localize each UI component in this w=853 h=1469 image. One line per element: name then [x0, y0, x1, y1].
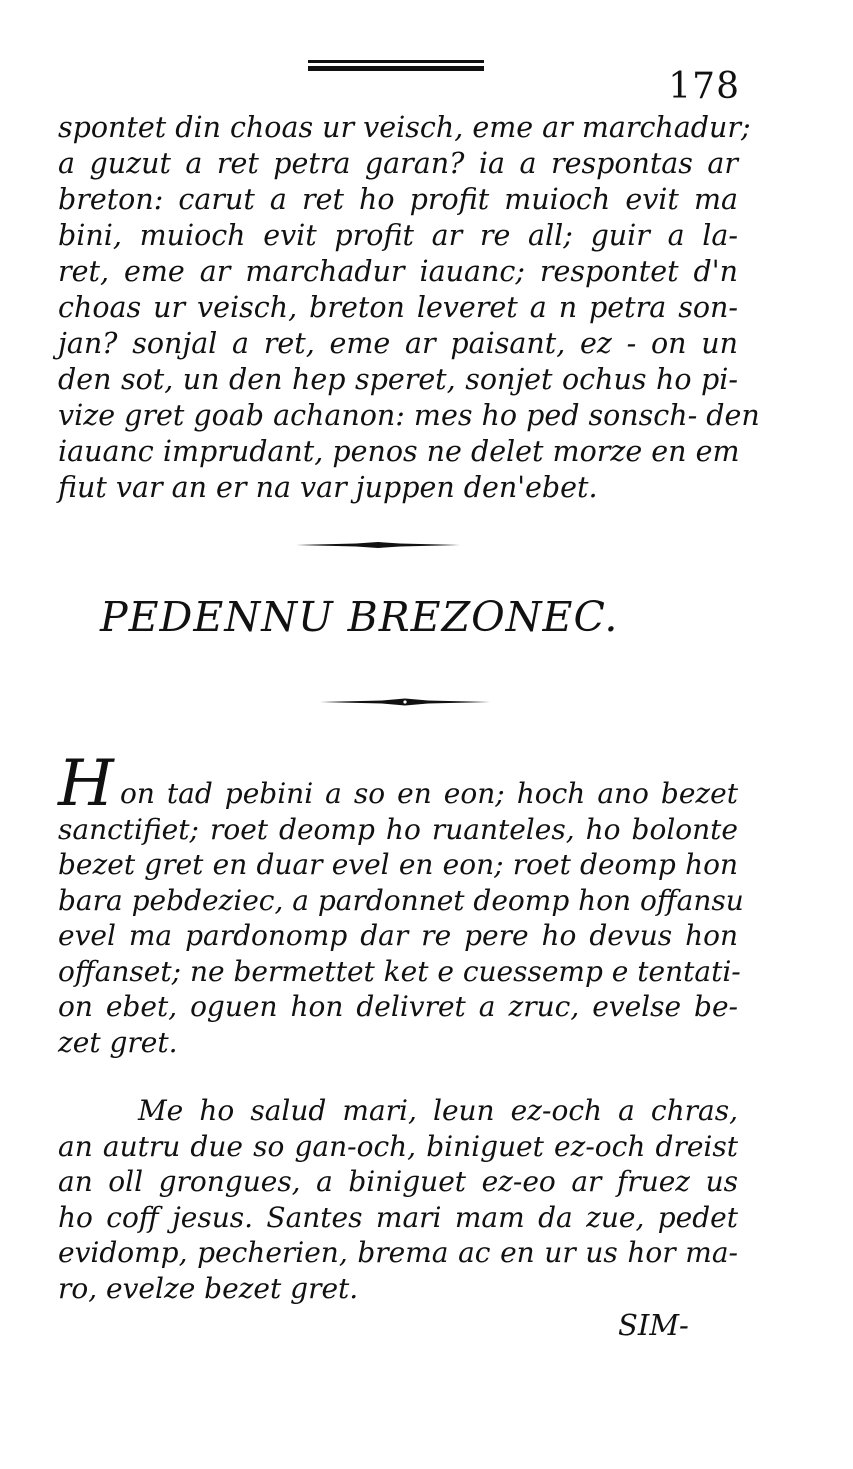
text-line: zet gret.: [58, 1025, 178, 1059]
text-line: evel ma pardonomp dar re pere ho devus hon: [58, 919, 738, 952]
page-number: 178: [668, 66, 740, 107]
text-line: bezet gret en duar evel en eon; roet deomp hon: [58, 848, 738, 881]
text-line: offanset; ne bermettet ket e cuessemp e tentati-: [58, 954, 741, 988]
text-line: ho coff jesus. Santes mari mam da zue, pedet: [58, 1200, 738, 1234]
drop-cap: H: [58, 747, 114, 821]
text-line: on tad pebini a so en eon; hoch ano bezet: [120, 777, 738, 810]
text-line: on ebet, oguen hon delivret a zruc, evelse be-: [58, 990, 738, 1023]
text-line: bini, muioch evit profit ar re all; guir a la-: [58, 219, 738, 252]
text-line: jan? sonjal a ret, eme ar paisant, ez - on un: [58, 327, 738, 360]
text-line: sanctifiet; roet deomp ho ruanteles, ho bolonte: [58, 812, 738, 846]
text-line: breton: carut a ret ho profit muioch evit ma: [58, 183, 738, 216]
text-line: den sot, un den hep speret, sonjet ochus ho pi-: [58, 363, 738, 396]
text-line: choas ur veisch, breton leveret a n petra son-: [58, 291, 738, 324]
text-line: an autru due so gan-och, biniguet ez-och dreist: [58, 1129, 738, 1163]
prayer-paragraph: [58, 776, 744, 1060]
text-line: fiut var an er na var juppen den'ebet.: [58, 471, 598, 504]
text-line: ro, evelze bezet gret.: [58, 1271, 359, 1305]
text-line: vize gret goab achanon: mes ho ped sonsch- den: [58, 399, 760, 432]
text-line: bara pebdeziec, a pardonnet deomp hon offansu: [58, 883, 744, 917]
section-heading: PEDENNU BREZONEC.: [100, 593, 619, 641]
text-line: a guzut a ret petra garan? ia a respontas ar: [58, 147, 738, 180]
text-line: Me ho salud mari, leun ez-och a chras,: [138, 1094, 738, 1127]
text-line: evidomp, pecherien, brema ac en ur us hor ma-: [58, 1236, 738, 1269]
text-line: iauanc imprudant, penos ne delet morze en em: [58, 435, 740, 468]
ornamental-separator-lower: [320, 697, 490, 707]
text-line: an oll grongues, a biniguet ez-eo ar fruez us: [58, 1165, 738, 1198]
text-line: ret, eme ar marchadur iauanc; respontet d'n: [58, 255, 738, 288]
catchword: SIM-: [618, 1308, 689, 1342]
text-line: spontet din choas ur veisch, eme ar marchadur;: [58, 111, 751, 144]
ornamental-separator-upper: [296, 540, 460, 550]
top-paragraph: [58, 110, 760, 506]
ave-paragraph: [58, 1093, 738, 1306]
top-double-rule: [308, 60, 484, 72]
